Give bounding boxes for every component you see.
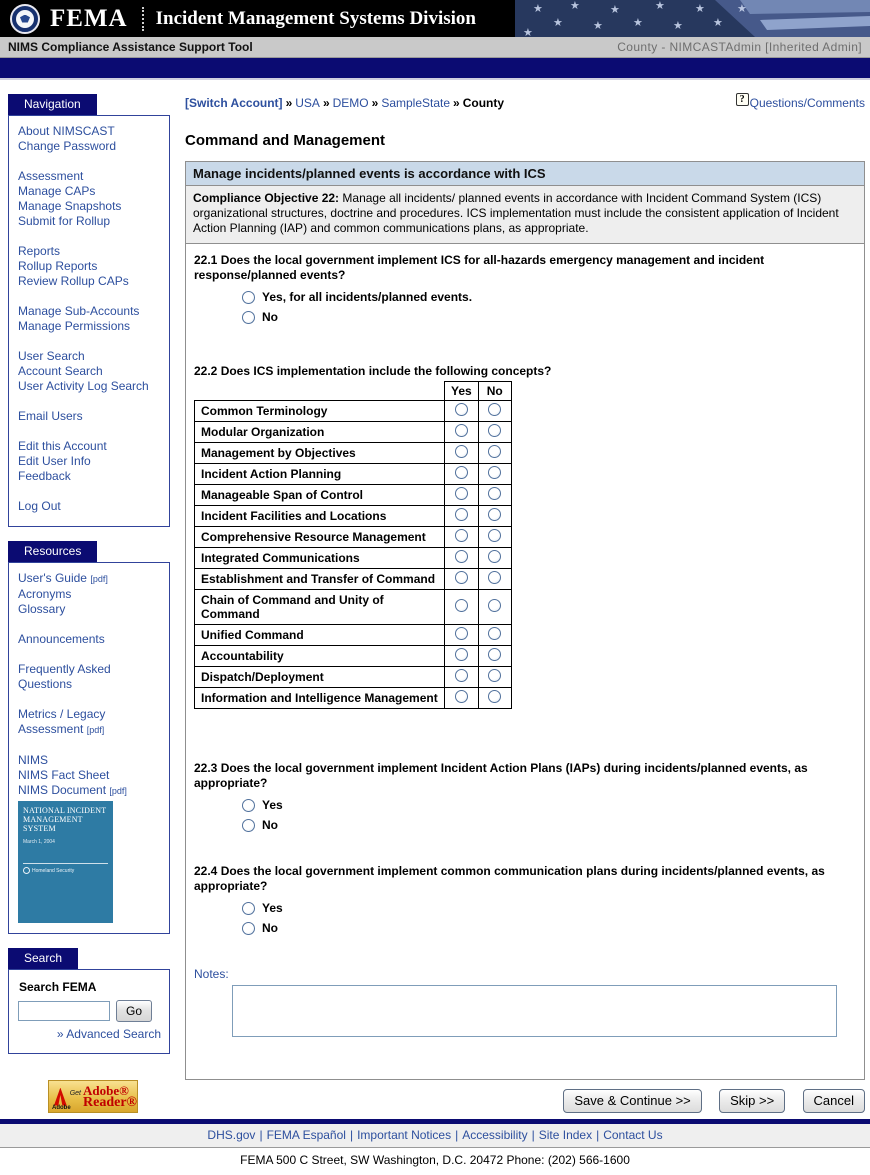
- breadcrumb-separator: »: [371, 96, 379, 110]
- concept-yes-cell: [445, 667, 479, 688]
- navigation-group: [18, 304, 165, 334]
- svg-text:★: ★: [570, 0, 580, 12]
- concepts-blank-header: [195, 382, 445, 401]
- q4-radio-no[interactable]: [242, 922, 255, 935]
- question-22-2: 22.2 Does ICS implementation include the following concepts?: [194, 364, 552, 378]
- resources-menu: [8, 562, 170, 934]
- search-input[interactable]: [18, 1001, 110, 1021]
- svg-text:★: ★: [673, 20, 683, 32]
- option-label: No: [262, 921, 278, 935]
- site-header: [0, 0, 870, 37]
- footer-link-separator: |: [349, 1128, 354, 1142]
- concept-manageable-span-of-control-no-radio[interactable]: [488, 487, 501, 500]
- breadcrumb-link-demo[interactable]: DEMO: [332, 96, 369, 110]
- concept-no-cell: [478, 548, 511, 569]
- breadcrumb-separator: »: [453, 96, 460, 110]
- skip-button[interactable]: Skip >>: [719, 1089, 785, 1113]
- concept-no-cell: [478, 506, 511, 527]
- pdf-tag: [pdf]: [109, 786, 127, 796]
- svg-text:★: ★: [553, 17, 563, 29]
- table-row: [195, 506, 512, 527]
- concept-label: Unified Command: [195, 625, 445, 646]
- concept-label: Integrated Communications: [195, 548, 445, 569]
- concept-common-terminology-no-radio[interactable]: [488, 403, 501, 416]
- concept-common-terminology-yes-radio[interactable]: [455, 403, 468, 416]
- concept-management-by-objectives-no-radio[interactable]: [488, 445, 501, 458]
- sidebar-link-user-s-guide[interactable]: User's Guide [pdf]: [18, 571, 108, 585]
- concept-information-and-intelligence-management-yes-radio[interactable]: [455, 690, 468, 703]
- option-label: Yes: [262, 798, 283, 812]
- footer-link-separator: |: [455, 1128, 459, 1142]
- fema-logo: FEMA: [50, 4, 128, 32]
- table-row: [195, 688, 512, 709]
- concept-accountability-no-radio[interactable]: [488, 648, 501, 661]
- sidebar-link-account-search[interactable]: Account Search: [18, 364, 103, 378]
- table-row: [195, 422, 512, 443]
- concept-no-cell: [478, 625, 511, 646]
- question-22-3: 22.3 Does the local government implement Incident Action Plans (IAPs) during incidents/planned events, as appropriate?: [194, 761, 808, 790]
- footer-link-separator: |: [259, 1128, 263, 1142]
- q1-radio-no[interactable]: [242, 311, 255, 324]
- concept-no-cell: [478, 527, 511, 548]
- sidebar-link-manage-snapshots[interactable]: Manage Snapshots: [18, 199, 122, 213]
- table-row: [195, 625, 512, 646]
- header-divider: [142, 7, 144, 31]
- footer-link-dhs-gov[interactable]: DHS.gov: [207, 1128, 256, 1142]
- concept-yes-cell: [445, 590, 479, 625]
- flag-banner-image: [515, 0, 870, 37]
- action-buttons: [185, 1089, 865, 1113]
- concept-comprehensive-resource-management-yes-radio[interactable]: [455, 529, 468, 542]
- concept-no-cell: [478, 443, 511, 464]
- option-row: [242, 818, 856, 832]
- question-22-4-options: [242, 901, 856, 935]
- search-fema-label: Search FEMA: [19, 980, 97, 994]
- navigation-group: [18, 169, 165, 229]
- main-content: [185, 94, 865, 1113]
- concept-establishment-and-transfer-of-command-no-radio[interactable]: [488, 571, 501, 584]
- svg-text:★: ★: [695, 3, 705, 15]
- concept-no-cell: [478, 688, 511, 709]
- concept-yes-cell: [445, 527, 479, 548]
- nims-cover-title: NATIONAL INCIDENT MANAGEMENT SYSTEM: [23, 806, 107, 833]
- concept-incident-facilities-and-locations-no-radio[interactable]: [488, 508, 501, 521]
- navigation-group: [18, 439, 165, 484]
- sidebar-link-nims[interactable]: NIMS: [18, 753, 48, 767]
- footer-links: [0, 1124, 870, 1148]
- sidebar-link-about-nimscast[interactable]: About NIMSCAST: [18, 124, 115, 138]
- option-row: [242, 798, 856, 812]
- search-tab: Search: [8, 948, 78, 969]
- sidebar-link-nims-document[interactable]: NIMS Document [pdf]: [18, 783, 127, 797]
- svg-text:★: ★: [523, 27, 533, 37]
- footer-link-fema-espa-ol[interactable]: FEMA Español: [266, 1128, 346, 1142]
- advanced-search-link[interactable]: » Advanced Search: [56, 1027, 161, 1041]
- footer-link-important-notices[interactable]: Important Notices: [357, 1128, 452, 1142]
- navigation-group: [18, 244, 165, 289]
- nims-cover-rule: [23, 863, 108, 864]
- pdf-tag: [pdf]: [86, 725, 105, 735]
- concept-incident-action-planning-yes-radio[interactable]: [455, 466, 468, 479]
- table-row: [195, 646, 512, 667]
- concept-incident-action-planning-no-radio[interactable]: [488, 466, 501, 479]
- navigation-menu: [8, 115, 170, 527]
- sidebar-link-email-users[interactable]: Email Users: [18, 409, 83, 423]
- concept-chain-of-command-and-unity-of-command-no-radio[interactable]: [488, 599, 501, 612]
- table-row: [195, 667, 512, 688]
- table-row: [195, 548, 512, 569]
- concept-unified-command-yes-radio[interactable]: [455, 627, 468, 640]
- compliance-objective-box: [185, 186, 865, 244]
- sidebar-link-glossary[interactable]: Glossary: [18, 602, 66, 616]
- footer-address: FEMA 500 C Street, SW Washington, D.C. 20472 Phone: (202) 566-1600: [240, 1153, 630, 1167]
- sidebar-link-reports[interactable]: Reports: [18, 244, 61, 258]
- resources-group: [18, 571, 165, 617]
- adobe-get-label: Get: [69, 1090, 81, 1097]
- question-22-1-options: [242, 290, 856, 324]
- switch-account-link[interactable]: [Switch Account]: [185, 96, 283, 110]
- svg-text:★: ★: [633, 17, 643, 29]
- option-label: No: [262, 310, 278, 324]
- sidebar-link-announcements[interactable]: Announcements: [18, 632, 105, 646]
- concept-no-cell: [478, 569, 511, 590]
- footer-link-contact-us[interactable]: Contact Us: [603, 1128, 663, 1142]
- concept-yes-cell: [445, 646, 479, 667]
- option-label: Yes: [262, 901, 283, 915]
- adobe-logo-icon: [54, 1088, 67, 1106]
- svg-text:★: ★: [610, 4, 620, 16]
- concept-no-cell: [478, 485, 511, 506]
- search-panel: [8, 969, 170, 1054]
- option-label: Yes, for all incidents/planned events.: [262, 290, 473, 304]
- concepts-no-header: No: [478, 382, 511, 401]
- concept-label: Establishment and Transfer of Command: [195, 569, 445, 590]
- concept-label: Management by Objectives: [195, 443, 445, 464]
- sidebar-link-assessment[interactable]: Assessment: [18, 169, 84, 183]
- footer-link-separator: |: [531, 1128, 535, 1142]
- svg-text:★: ★: [737, 3, 747, 15]
- navigation-group: [18, 409, 165, 424]
- question-22-4: 22.4 Does the local government implement common communication plans during incidents/planned events, as appropriate?: [194, 864, 825, 893]
- concept-dispatch-deployment-no-radio[interactable]: [488, 669, 501, 682]
- notes-textarea[interactable]: [232, 985, 837, 1037]
- option-label: No: [262, 818, 278, 832]
- concept-manageable-span-of-control-yes-radio[interactable]: [455, 487, 468, 500]
- sidebar-link-feedback[interactable]: Feedback: [18, 469, 71, 483]
- resources-tab: Resources: [8, 541, 97, 562]
- sidebar-link-rollup-reports[interactable]: Rollup Reports: [18, 259, 98, 273]
- footer-link-site-index[interactable]: Site Index: [538, 1128, 593, 1142]
- adobe-reader-label: Adobe® Reader®: [83, 1083, 137, 1110]
- concept-yes-cell: [445, 506, 479, 527]
- concept-yes-cell: [445, 485, 479, 506]
- concept-unified-command-no-radio[interactable]: [488, 627, 501, 640]
- get-adobe-reader-badge[interactable]: [48, 1080, 138, 1113]
- objective-label: Compliance Objective 22:: [193, 191, 340, 205]
- svg-text:★: ★: [655, 0, 665, 12]
- concept-accountability-yes-radio[interactable]: [455, 648, 468, 661]
- nims-cover-org: Homeland Security: [23, 867, 108, 874]
- sidebar-link-acronyms[interactable]: Acronyms: [18, 587, 72, 601]
- footer-link-accessibility[interactable]: Accessibility: [462, 1128, 528, 1142]
- option-row: [242, 290, 856, 304]
- notes-label: Notes:: [194, 967, 229, 981]
- svg-text:★: ★: [593, 20, 603, 32]
- breadcrumb: [185, 96, 504, 110]
- concept-yes-cell: [445, 625, 479, 646]
- concept-label: Common Terminology: [195, 401, 445, 422]
- footer-link-separator: |: [596, 1128, 600, 1142]
- sidebar-link-frequently-asked-questions[interactable]: Frequently Asked Questions: [18, 662, 111, 691]
- app-title-bar: [0, 37, 870, 58]
- adobe-small-label: Adobe: [52, 1105, 71, 1111]
- sidebar-link-change-password[interactable]: Change Password: [18, 139, 117, 153]
- save-continue-button[interactable]: Save & Continue >>: [563, 1089, 701, 1113]
- nims-cover-date: March 1, 2004: [23, 839, 55, 845]
- concept-modular-organization-yes-radio[interactable]: [455, 424, 468, 437]
- table-row: [195, 401, 512, 422]
- concepts-yes-header: Yes: [445, 382, 479, 401]
- q4-radio-yes[interactable]: [242, 902, 255, 915]
- concept-no-cell: [478, 464, 511, 485]
- concept-yes-cell: [445, 569, 479, 590]
- breadcrumb-link-usa[interactable]: USA: [295, 96, 320, 110]
- concept-no-cell: [478, 646, 511, 667]
- homeland-security-seal-icon: [23, 867, 30, 874]
- concept-label: Incident Facilities and Locations: [195, 506, 445, 527]
- resources-group: [18, 753, 165, 799]
- concept-label: Modular Organization: [195, 422, 445, 443]
- breadcrumb-separator: »: [322, 96, 330, 110]
- questions-form: [185, 244, 865, 1080]
- resources-group: [18, 632, 165, 647]
- concept-modular-organization-no-radio[interactable]: [488, 424, 501, 437]
- sidebar-link-manage-permissions[interactable]: Manage Permissions: [18, 319, 131, 333]
- concept-label: Manageable Span of Control: [195, 485, 445, 506]
- breadcrumb-separator: »: [285, 96, 293, 110]
- concepts-table: [194, 381, 512, 709]
- concept-management-by-objectives-yes-radio[interactable]: [455, 445, 468, 458]
- resources-group: [18, 707, 165, 738]
- cancel-button[interactable]: Cancel: [803, 1089, 865, 1113]
- option-row: [242, 901, 856, 915]
- breadcrumb-link-samplestate[interactable]: SampleState: [381, 96, 451, 110]
- concept-no-cell: [478, 590, 511, 625]
- concept-comprehensive-resource-management-no-radio[interactable]: [488, 529, 501, 542]
- concept-dispatch-deployment-yes-radio[interactable]: [455, 669, 468, 682]
- concept-yes-cell: [445, 464, 479, 485]
- concept-label: Dispatch/Deployment: [195, 667, 445, 688]
- navigation-group: [18, 124, 165, 154]
- sidebar-link-review-rollup-caps[interactable]: Review Rollup CAPs: [18, 274, 129, 288]
- sidebar-link-submit-for-rollup[interactable]: Submit for Rollup: [18, 214, 111, 228]
- navigation-group: [18, 349, 165, 394]
- concept-yes-cell: [445, 422, 479, 443]
- svg-text:★: ★: [533, 3, 543, 15]
- resources-group: [18, 662, 165, 692]
- sidebar-link-edit-user-info[interactable]: Edit User Info: [18, 454, 91, 468]
- option-row: [242, 310, 856, 324]
- q3-radio-yes[interactable]: [242, 799, 255, 812]
- questions-comments-link[interactable]: ? Questions/Comments: [736, 96, 865, 110]
- sidebar-link-metrics-legacy-assessment[interactable]: Metrics / Legacy Assessment [pdf]: [18, 707, 106, 736]
- table-row: [195, 527, 512, 548]
- concept-integrated-communications-yes-radio[interactable]: [455, 550, 468, 563]
- sidebar: [8, 94, 170, 1113]
- sidebar-link-nims-fact-sheet[interactable]: NIMS Fact Sheet: [18, 768, 110, 782]
- navigation-group: [18, 499, 165, 514]
- navy-divider-bar: [0, 58, 870, 80]
- table-row: [195, 443, 512, 464]
- breadcrumb-current: County: [462, 96, 505, 110]
- concept-yes-cell: [445, 688, 479, 709]
- section-header: Manage incidents/planned events is accordance with ICS: [185, 161, 865, 186]
- division-title: Incident Management Systems Division: [155, 7, 476, 29]
- user-context-label: County - NIMCASTAdmin [Inherited Admin]: [617, 40, 862, 54]
- concept-integrated-communications-no-radio[interactable]: [488, 550, 501, 563]
- search-go-button[interactable]: Go: [116, 1000, 152, 1022]
- table-row: [195, 590, 512, 625]
- question-bubble-icon: ?: [736, 93, 749, 106]
- concept-yes-cell: [445, 548, 479, 569]
- page-title: Command and Management: [185, 132, 386, 149]
- navigation-tab: Navigation: [8, 94, 97, 115]
- app-title: NIMS Compliance Assistance Support Tool: [8, 40, 253, 54]
- concept-label: Accountability: [195, 646, 445, 667]
- dhs-seal-icon: [10, 4, 40, 34]
- sidebar-link-log-out[interactable]: Log Out: [18, 499, 61, 513]
- table-row: [195, 464, 512, 485]
- sidebar-link-user-activity-log-search[interactable]: User Activity Log Search: [18, 379, 149, 393]
- concept-label: Incident Action Planning: [195, 464, 445, 485]
- concept-no-cell: [478, 667, 511, 688]
- concept-yes-cell: [445, 401, 479, 422]
- concept-no-cell: [478, 422, 511, 443]
- nims-document-cover[interactable]: [18, 801, 113, 923]
- concept-information-and-intelligence-management-no-radio[interactable]: [488, 690, 501, 703]
- question-22-1: 22.1 Does the local government implement ICS for all-hazards emergency management and incident response/planned events?: [194, 253, 765, 282]
- sidebar-link-edit-this-account[interactable]: Edit this Account: [18, 439, 107, 453]
- q1-radio-yes-for-all-incidents-planned-events[interactable]: [242, 291, 255, 304]
- concept-yes-cell: [445, 443, 479, 464]
- objective-text: Manage all incidents/ planned events in accordance with Incident Command System (ICS) organizational structures, doctrine and procedures. ICS implementation must include the consistent application of Incident Action Planning (IAP) and common communications plans, as appropriate.: [193, 191, 839, 235]
- concept-establishment-and-transfer-of-command-yes-radio[interactable]: [455, 571, 468, 584]
- concept-label: Comprehensive Resource Management: [195, 527, 445, 548]
- sidebar-link-manage-caps[interactable]: Manage CAPs: [18, 184, 96, 198]
- concept-no-cell: [478, 401, 511, 422]
- sidebar-link-user-search[interactable]: User Search: [18, 349, 85, 363]
- concept-label: Chain of Command and Unity of Command: [195, 590, 445, 625]
- pdf-tag: [pdf]: [90, 574, 108, 584]
- svg-text:★: ★: [713, 17, 723, 29]
- q3-radio-no[interactable]: [242, 819, 255, 832]
- table-row: [195, 569, 512, 590]
- option-row: [242, 921, 856, 935]
- question-22-3-options: [242, 798, 856, 832]
- concept-chain-of-command-and-unity-of-command-yes-radio[interactable]: [455, 599, 468, 612]
- sidebar-link-manage-sub-accounts[interactable]: Manage Sub-Accounts: [18, 304, 140, 318]
- concept-incident-facilities-and-locations-yes-radio[interactable]: [455, 508, 468, 521]
- table-row: [195, 485, 512, 506]
- concept-label: Information and Intelligence Management: [195, 688, 445, 709]
